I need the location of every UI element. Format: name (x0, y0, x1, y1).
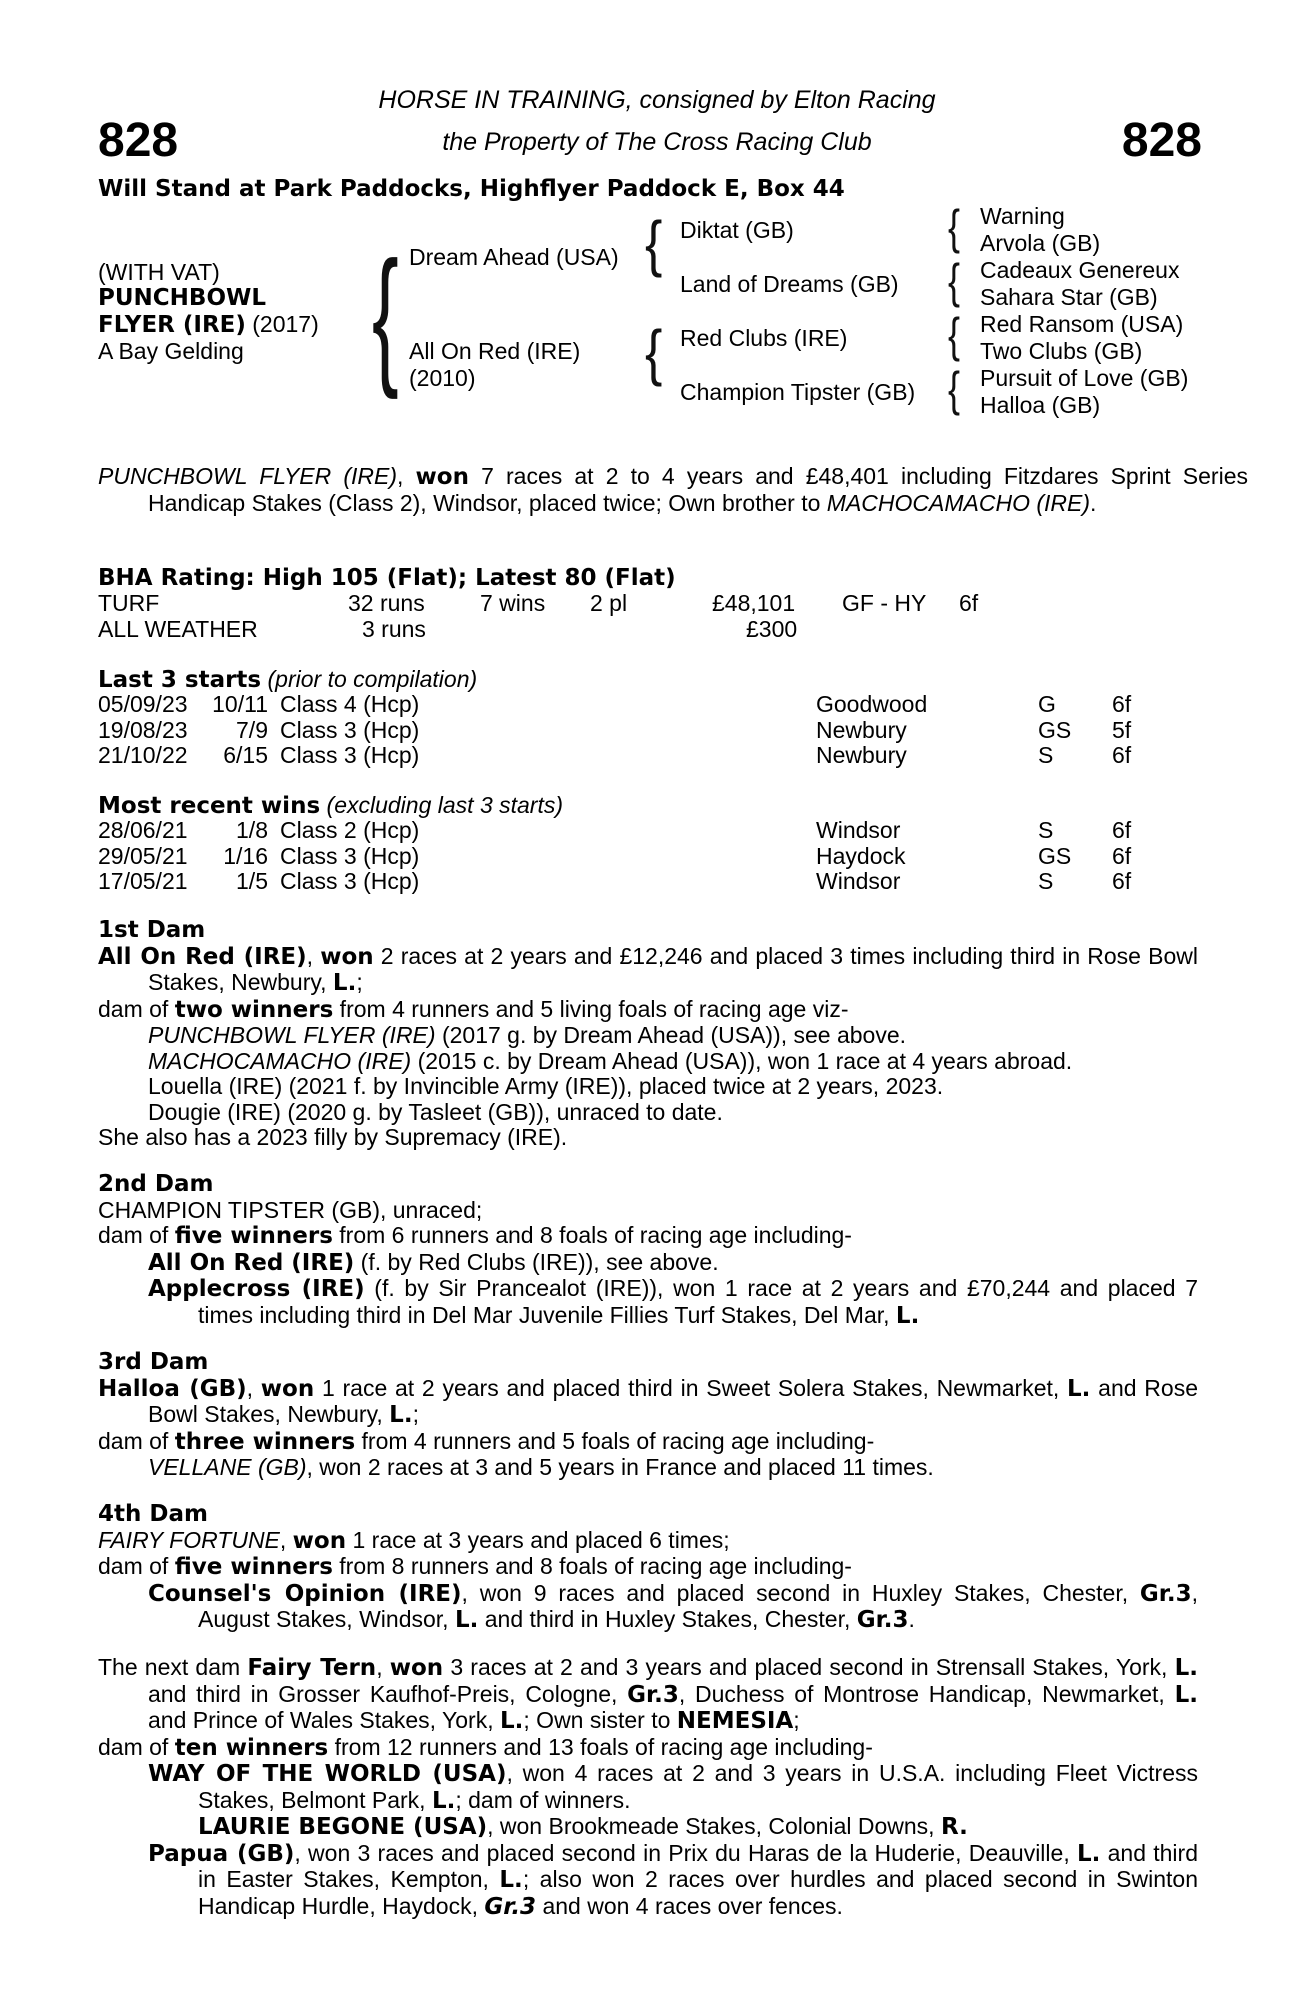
brace-sire: { (645, 209, 663, 279)
produce-text: . (908, 1606, 915, 1632)
listed-mark: L. (500, 1708, 524, 1734)
win-class: Class 3 (Hcp) (280, 868, 420, 894)
produce-text: (2015 c. by Dream Ahead (USA)), won 1 race at 4 years abroad. (411, 1047, 1073, 1074)
listed-mark: L. (431, 1787, 456, 1814)
next-dam-pre: The next dam (98, 1654, 248, 1680)
winners-count: five winners (174, 1554, 333, 1580)
dam-of-post: from 4 runners and 5 foals of racing age including- (355, 1427, 875, 1454)
last3-row (98, 692, 1131, 718)
ss-dam: Arvola (GB) (980, 230, 1101, 256)
restricted-mark: R. (940, 1814, 968, 1840)
ss-sire: Warning (980, 203, 1065, 229)
produce-text: (f. by Red Clubs (IRE)), see above. (354, 1248, 719, 1275)
start-pos: 6/15 (223, 742, 268, 768)
produce-name: WAY OF THE WORLD (USA) (148, 1761, 507, 1787)
sister-name: NEMESIA (676, 1708, 794, 1734)
record-text: and Rose Bowl Stakes, Newbury, (148, 1374, 1198, 1427)
start-pos: 10/11 (212, 691, 268, 717)
dam-year: (2010) (409, 365, 476, 391)
ds-dam: Two Clubs (GB) (980, 338, 1143, 364)
dam-name: All On Red (IRE) (409, 338, 581, 364)
listed-mark: L. (1174, 1655, 1199, 1681)
produce-item: Louella (IRE) (2021 f. by Invincible Army (IRE)), placed twice at 2 years, 2023. (148, 1073, 944, 1099)
won-word: won (292, 1527, 347, 1554)
rating-surface: ALL WEATHER (98, 615, 258, 642)
rating-wins (480, 617, 590, 643)
rating-runs: 3 runs (362, 615, 426, 642)
dd-sire: Pursuit of Love (GB) (980, 365, 1189, 391)
produce-name: PUNCHBOWL FLYER (IRE) (148, 1022, 436, 1048)
first-dam-heading: 1st Dam (98, 917, 206, 943)
start-class: Class 3 (Hcp) (280, 742, 420, 768)
win-class: Class 3 (Hcp) (280, 842, 420, 869)
win-going: GS (1038, 842, 1072, 869)
rating-dist (959, 617, 978, 643)
produce-text: , August Stakes, Windsor, (198, 1579, 1198, 1632)
record-text: 2 races at 2 years and £12,246 and placed 3 times including third in Rose Bowl Stakes, Newbury, (148, 942, 1199, 995)
dam-of-pre: dam of (98, 1427, 175, 1454)
produce-name: MACHOCAMACHO (IRE) (148, 1047, 412, 1074)
next-dam-produce (98, 1735, 1198, 1762)
last3-table (98, 692, 1131, 769)
start-dist: 6f (1112, 691, 1132, 717)
last3-note: (prior to compilation) (261, 666, 478, 692)
horse-name-line2 (98, 312, 319, 339)
produce-name: Applecross (IRE) (148, 1276, 365, 1302)
record-text: , Duchess of Montrose Handicap, Newmarket, (678, 1680, 1175, 1707)
produce-name: LAURIE BEGONE (USA) (198, 1814, 488, 1840)
produce-text: , won 2 races at 3 and 5 years in France and placed 11 times. (306, 1454, 934, 1480)
win-pos: 1/8 (236, 817, 268, 843)
produce-name: Counsel's Opinion (IRE) (148, 1580, 462, 1607)
second-dam-section (98, 1172, 1198, 1329)
last3-row (98, 743, 1131, 769)
third-dam-heading: 3rd Dam (98, 1349, 209, 1375)
summary-brother: MACHOCAMACHO (IRE) (826, 489, 1091, 516)
won-word: won (260, 1375, 315, 1402)
record-text: ; Own sister to (523, 1707, 677, 1733)
winners-count: three winners (174, 1428, 356, 1455)
produce-name: VELLANE (GB) (148, 1454, 307, 1480)
produce-item: Dougie (IRE) (2020 g. by Tasleet (GB)), unraced to date. (148, 1098, 723, 1125)
start-dist: 5f (1112, 716, 1132, 743)
horse-name-part2: FLYER (IRE) (98, 312, 246, 338)
produce-item (98, 1455, 1198, 1481)
horse-year: (2017) (245, 311, 319, 337)
record-text: and third in Grosser Kaufhof-Preis, Cologne, (148, 1680, 628, 1707)
listed-mark: L. (389, 1402, 413, 1428)
rating-going: GF - HY (842, 590, 927, 616)
start-date: 05/09/23 (98, 691, 188, 717)
fourth-dam-section (98, 1502, 1198, 1634)
record-text: ; (793, 1707, 800, 1733)
recent-row (98, 818, 1131, 844)
last3-row (98, 718, 1131, 744)
listed-mark: L. (499, 1867, 523, 1893)
rating-title: BHA Rating: High 105 (Flat); Latest 80 (Flat) (98, 565, 676, 591)
rating-wins: 7 wins (480, 590, 546, 616)
win-date: 29/05/21 (98, 842, 188, 869)
brace-dd: { (948, 360, 961, 417)
dam-name: Halloa (GB) (98, 1375, 247, 1402)
dam-sire: Red Clubs (IRE) (680, 325, 848, 351)
third-dam-section (98, 1350, 1198, 1481)
produce-item (98, 1276, 1198, 1329)
group-mark: Gr.3 (484, 1893, 537, 1920)
comma: , (376, 1654, 390, 1680)
start-class: Class 4 (Hcp) (280, 691, 420, 717)
semicolon: ; (412, 1401, 419, 1427)
sd-dam: Sahara Star (GB) (980, 284, 1158, 310)
first-dam-produce (98, 997, 1198, 1024)
dam-of-post: from 4 runners and 5 living foals of racing age viz- (333, 995, 849, 1022)
rating-runs: 32 runs (348, 590, 425, 616)
rating-placed (590, 617, 712, 643)
brace-ss: { (948, 198, 961, 255)
win-going: S (1038, 817, 1054, 843)
produce-item (98, 1250, 1198, 1277)
start-going: G (1038, 691, 1056, 717)
produce-text: , won 4 races at 2 and 3 years in U.S.A. including Fleet Victress Stakes, Belmont Park, (198, 1760, 1199, 1813)
listed-mark: L. (895, 1302, 920, 1329)
start-going: S (1038, 742, 1054, 768)
produce-item (98, 1814, 1198, 1841)
produce-name: All On Red (IRE) (148, 1249, 355, 1276)
win-dist: 6f (1112, 868, 1132, 894)
produce-item (98, 1841, 1198, 1921)
rating-dist: 6f (959, 590, 979, 616)
group-mark: Gr.3 (627, 1681, 679, 1708)
start-pos: 7/9 (236, 716, 268, 743)
recent-table (98, 818, 1131, 895)
produce-text: , won Brookmeade Stakes, Colonial Downs, (487, 1813, 941, 1839)
record-text: and Prince of Wales Stakes, York, (148, 1707, 500, 1733)
summary-end: . (1090, 489, 1097, 516)
won-word: won (389, 1655, 444, 1681)
first-dam-section (98, 918, 1198, 1151)
semicolon: ; (356, 969, 363, 995)
produce-text: , won 3 races and placed second in Prix du Haras de la Huderie, Deauville, (294, 1839, 1077, 1866)
dam-of-post: from 12 runners and 13 foals of racing age including- (328, 1733, 873, 1760)
record-text: 3 races at 2 and 3 years and placed second in Strensall Stakes, York, (443, 1654, 1175, 1680)
produce-item (98, 1761, 1198, 1814)
record-text: 1 race at 3 years and placed 6 times; (346, 1526, 730, 1553)
rating-earnings: £48,101 (712, 590, 796, 616)
dam-of-pre: dam of (98, 1553, 175, 1579)
record-text: 1 race at 2 years and placed third in Sweet Solera Stakes, Newmarket, (314, 1374, 1068, 1401)
next-dam-section (98, 1655, 1198, 1920)
winners-count: ten winners (174, 1734, 329, 1761)
brace-main: { (372, 230, 399, 400)
win-pos: 1/5 (236, 868, 268, 894)
second-dam-produce (98, 1223, 1198, 1250)
dam-of-pre: dam of (98, 1733, 175, 1760)
produce-name: Papua (GB) (148, 1840, 295, 1867)
rating-earnings: £300 (746, 615, 798, 642)
dam-name: All On Red (IRE) (98, 943, 307, 970)
dam-of-post: from 6 runners and 8 foals of racing age including- (332, 1222, 852, 1248)
win-course: Windsor (816, 817, 901, 843)
last3-heading: Last 3 starts (98, 667, 262, 693)
consignment-line: HORSE IN TRAINING, consigned by Elton Racing (378, 86, 936, 114)
third-dam-produce (98, 1429, 1198, 1456)
horse-description: A Bay Gelding (98, 338, 244, 364)
produce-text: and won 4 races over fences. (536, 1892, 843, 1919)
start-course: Newbury (816, 716, 907, 743)
first-dam-record: All On Red (IRE), won 2 races at 2 years and £12,246 and placed 3 times including third in Rose Bowl Stakes, Newbury, L.; (98, 942, 1199, 996)
fourth-dam-record (98, 1528, 1198, 1555)
rating-row-aw (98, 617, 978, 643)
win-pos: 1/16 (223, 842, 268, 869)
sire-dam: Land of Dreams (GB) (680, 271, 899, 297)
dam-of-post: from 8 runners and 8 foals of racing age including- (332, 1553, 852, 1579)
rating-placed: 2 pl (590, 590, 628, 616)
produce-text: (f. by Sir Prancealot (IRE)), won 1 race at 2 years and £70,244 and placed 7 times including third in Del Mar Juvenile Fillies Turf Stakes, Del Mar, (198, 1275, 1198, 1328)
fourth-dam-produce (98, 1554, 1198, 1581)
start-date: 21/10/22 (98, 742, 188, 768)
fourth-dam-heading: 4th Dam (98, 1501, 208, 1527)
group-mark: Gr.3 (856, 1607, 909, 1633)
rating-table (98, 591, 978, 642)
produce-item (98, 1049, 1198, 1075)
brace-ds: { (948, 306, 961, 363)
win-class: Class 2 (Hcp) (280, 817, 420, 843)
dam-name: Fairy Tern (247, 1655, 377, 1681)
listed-mark: L. (1076, 1840, 1101, 1867)
third-dam-record: Halloa (GB), won 1 race at 2 years and placed third in Sweet Solera Stakes, Newmarket, L. and Rose Bowl Stakes, Newbury, L.; (98, 1374, 1198, 1428)
produce-text: (2017 g. by Dream Ahead (USA)), see above. (435, 1022, 907, 1048)
comma: , (279, 1526, 293, 1553)
winners-count: five winners (174, 1223, 333, 1249)
listed-mark: L. (454, 1607, 479, 1633)
property-line: the Property of The Cross Racing Club (442, 128, 872, 156)
lot-number-right: 828 (1121, 114, 1202, 167)
dam-of-pre: dam of (98, 1222, 175, 1248)
produce-text: ; also won 2 races over hurdles and placed second in Swinton Handicap Hurdle, Haydock, (198, 1866, 1198, 1919)
brace-dam: { (645, 318, 663, 388)
sd-sire: Cadeaux Genereux (980, 257, 1180, 283)
recent-note: (excluding last 3 starts) (320, 792, 564, 818)
rating-going (842, 617, 959, 643)
last3-title (98, 667, 477, 694)
ds-sire: Red Ransom (USA) (980, 311, 1184, 337)
horse-name-line1: PUNCHBOWL (98, 285, 267, 311)
summary-text: 7 races at 2 to 4 years and £48,401 including Fitzdares Sprint Series Handicap Stakes (Class 2), Windsor, placed twice; Own brother to (148, 463, 1248, 516)
start-course: Newbury (816, 742, 907, 768)
dd-dam: Halloa (GB) (980, 392, 1101, 418)
recent-row (98, 844, 1131, 870)
dam-of-pre: dam of (98, 995, 175, 1022)
listed-mark: L. (332, 970, 357, 996)
recent-title (98, 793, 563, 820)
also-note: She also has a 2023 filly by Supremacy (IRE). (98, 1124, 568, 1150)
recent-row (98, 869, 1131, 895)
produce-text: ; dam of winners. (455, 1786, 631, 1813)
start-course: Goodwood (816, 691, 928, 717)
winners-count: two winners (174, 996, 334, 1023)
produce-item (98, 1023, 1198, 1049)
second-dam-heading: 2nd Dam (98, 1171, 214, 1197)
win-going: S (1038, 868, 1054, 894)
brace-sd: { (948, 252, 961, 309)
recent-heading: Most recent wins (98, 793, 321, 819)
win-course: Haydock (816, 842, 906, 869)
start-date: 19/08/23 (98, 716, 188, 743)
second-dam-name: CHAMPION TIPSTER (GB), unraced; (98, 1196, 483, 1223)
race-summary: PUNCHBOWL FLYER (IRE), won 7 races at 2 to 4 years and £48,401 including Fitzdares Sprint Series Handicap Stakes (Class 2), Windsor, placed twice; Own brother to MACHOCAMACHO (IRE). (98, 463, 1248, 516)
dam-dam: Champion Tipster (GB) (680, 379, 916, 405)
rating-surface: TURF (98, 590, 160, 616)
summary-won: won (415, 464, 469, 490)
dam-name: FAIRY FORTUNE (98, 1526, 280, 1553)
produce-item (98, 1581, 1198, 1634)
start-going: GS (1038, 716, 1072, 743)
won-word: won (320, 943, 374, 970)
sire-name: Dream Ahead (USA) (409, 244, 619, 270)
win-dist: 6f (1112, 842, 1132, 869)
listed-mark: L. (1067, 1375, 1091, 1402)
start-class: Class 3 (Hcp) (280, 716, 420, 743)
location-line: Will Stand at Park Paddocks, Highflyer Paddock E, Box 44 (98, 176, 845, 202)
produce-text: and third in Easter Stakes, Kempton, (198, 1839, 1198, 1892)
vat-note: (WITH VAT) (98, 259, 220, 285)
summary-horse-name: PUNCHBOWL FLYER (IRE) (98, 463, 398, 489)
produce-text: and third in Huxley Stakes, Chester, (478, 1606, 857, 1632)
win-date: 17/05/21 (98, 868, 188, 894)
start-dist: 6f (1112, 742, 1132, 768)
win-date: 28/06/21 (98, 817, 188, 843)
group-mark: Gr.3 (1139, 1580, 1192, 1607)
next-dam-record (98, 1655, 1198, 1735)
rating-row-turf (98, 591, 978, 617)
win-dist: 6f (1112, 817, 1132, 843)
lot-number-left: 828 (98, 114, 179, 167)
listed-mark: L. (1174, 1681, 1198, 1708)
win-course: Windsor (816, 868, 901, 894)
sire-sire: Diktat (GB) (680, 217, 794, 243)
produce-text: , won 9 races and placed second in Huxley Stakes, Chester, (461, 1579, 1140, 1606)
